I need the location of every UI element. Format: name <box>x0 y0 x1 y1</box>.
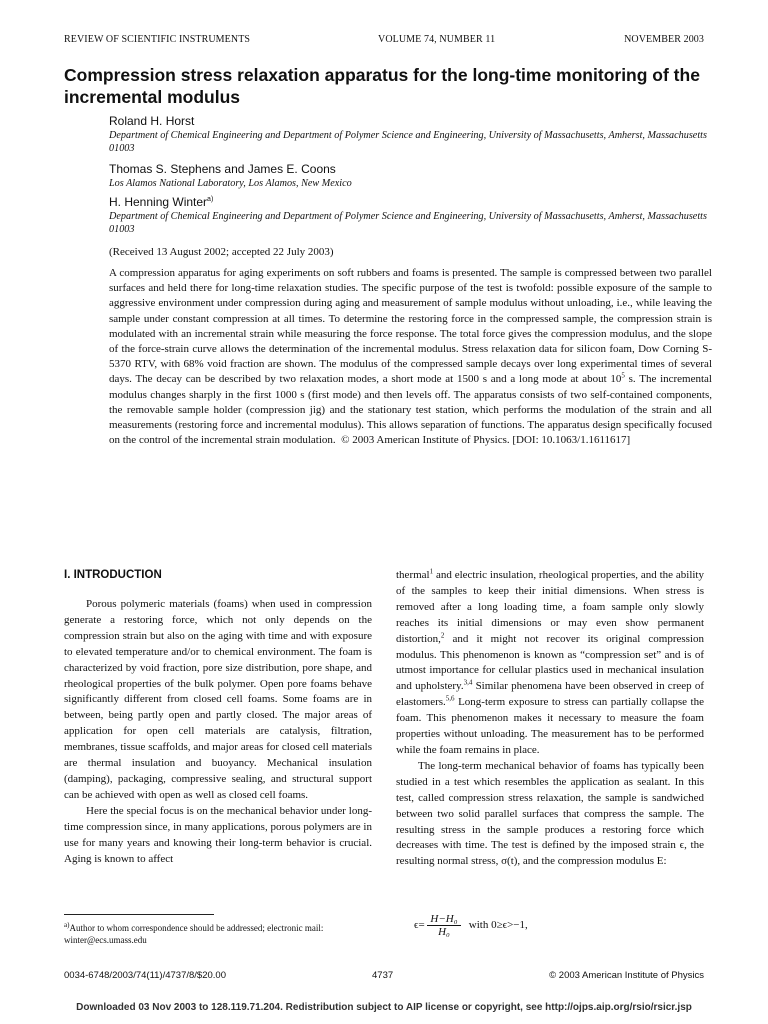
equation-lhs: ϵ= <box>414 919 425 932</box>
article-title: Compression stress relaxation apparatus for the long-time monitoring of the incremental modulus <box>64 65 700 107</box>
author-2-name: Thomas S. Stephens and James E. Coons <box>109 162 336 176</box>
text-run: and it might not recover its original compression modulus. This phenomenon is known as “compression set” and is of utmost importance for cellular plastics used in mechanical insulation and upholstery. <box>396 632 704 693</box>
footnote <box>64 922 372 946</box>
author-1-name: Roland H. Horst <box>109 114 195 128</box>
volume-number: VOLUME 74, NUMBER 11 <box>378 34 496 45</box>
equation-numerator: H−H₀ <box>427 913 460 926</box>
right-column <box>396 568 704 870</box>
reference-marker: 3,4 <box>463 678 473 687</box>
abstract-text-part2: s. The incremental modulus changes sharply in the first 1000 s (first mode) and then levels off. The apparatus consists of two self-contained components, the removable sample holder (compression jig) and the stationary test station, which performs the modulation of the strain and all measurements (restoring force and incremental modulus). This allows separation of functions. The apparatus design specifically focused on the control of the incremental strain modulation. <box>109 373 712 447</box>
abstract <box>109 266 712 448</box>
intro-paragraph-3 <box>396 568 704 759</box>
issue-date: NOVEMBER 2003 <box>624 34 704 45</box>
reference-marker: 2 <box>440 630 445 639</box>
text-run: Long-term exposure to stress can partially collapse the foam. This phenomenon makes it necessary to measure the foam properties without unloading. The measurement has to be performed while the foam remains in place. <box>396 696 704 756</box>
intro-paragraph-4: The long-term mechanical behavior of foams has typically been studied in a test which resembles the application as sealant. In this test, called compression stress relaxation, the sample is sandwiched between two solid parallel surfaces that compress the sample. The resulting stress in the sample produces a restoring force which decreases with time. The test is defined by the imposed strain ϵ, the resulting normal stress, σ(t), and the compression modulus E: <box>396 759 704 868</box>
received-dates: (Received 13 August 2002; accepted 22 July 2003) <box>109 246 334 258</box>
footnote-marker: a) <box>64 921 70 929</box>
left-column <box>64 597 372 867</box>
intro-paragraph-1: Porous polymeric materials (foams) when used in compression generate a restoring force, which not only depends on the compression strain but also on the aging with time and with exposure to elevated temperature and/or to chemical environment. The foam is characterized by void fraction, pore size distribution, pore shape, and rheological properties of the bulk polymer. Open pore foams behave significantly different from closed cell foams. Some foams are in between, being partly open and partly closed. The major areas of application for open cell materials are catalysis, filtration, membranes, tissue scaffolds, and major areas for closed cell materials are thermal insulation and buoyancy. Mechanical insulation (damping), packaging, compressive sealing, and structural support can be achieved with open as well as closed cell foams. <box>64 598 372 801</box>
section-heading: I. INTRODUCTION <box>64 569 162 581</box>
article-code: 0034-6748/2003/74(11)/4737/8/$20.00 <box>64 970 226 981</box>
abstract-text-part1: A compression apparatus for aging experiments on soft rubbers and foams is presented. The sample is compressed between two parallel surfaces and held there for long-time relaxation studies. The specific purpose of the test is twofold: possible exposure of the sample to aggressive environment under compression during aging and measurement of sample modulus without unloading, i.e., while leaving the sample under constant compression at all times. To determine the restoring force in the compressed sample, the compression strain is modulated with an incremental strain while measuring the force response. The total force gives the compression modulus, and the slope of the force-strain curve allows the determination of the incremental modulus. Stress relaxation data for silicon foam, Dow Corning S-5370 RTV, with 68% void fraction are shown. The modulus of the compressed sample decays over long experimental times of several days. The decay can be described by two relaxation modes, a short mode at 1500 s and a long mode at about 10 <box>109 267 712 386</box>
abstract-copyright: © 2003 American Institute of Physics. <box>341 434 510 447</box>
download-notice: Downloaded 03 Nov 2003 to 128.119.71.204. Redistribution subject to AIP license or copyright, see http://ojps.aip.org/rsio/rsicr.jsp <box>76 1002 692 1013</box>
author-2-affiliation: Los Alamos National Laboratory, Los Alamos, New Mexico <box>109 178 352 189</box>
author-1-affiliation: Department of Chemical Engineering and Department of Polymer Science and Engineering, University of Massachusetts, Amherst, Massachusetts 01003 <box>109 130 707 154</box>
reference-marker: 1 <box>429 567 434 576</box>
equation-fraction <box>427 913 460 938</box>
equation-condition: with 0≥ϵ>−1, <box>468 919 528 932</box>
reference-marker: 5,6 <box>445 694 455 703</box>
equation-denominator: H₀ <box>438 926 450 938</box>
journal-name: REVIEW OF SCIENTIFIC INSTRUMENTS <box>64 34 251 45</box>
abstract-doi: [DOI: 10.1063/1.1611617] <box>512 434 631 447</box>
author-3-name: H. Henning Winter <box>109 195 208 209</box>
author-3-line <box>109 195 213 209</box>
abstract-exponent: 5 <box>621 371 625 380</box>
intro-paragraph-2: Here the special focus is on the mechanical behavior under long-time compression since, in many applications, porous polymers are in use for many years and knowing their long-term behavior is crucial. Aging is known to affect <box>64 804 372 865</box>
page-number: 4737 <box>372 970 394 981</box>
text-run: Similar phenomena have been observed in creep of elastomers. <box>396 680 705 709</box>
text-run: thermal <box>396 569 430 581</box>
strain-equation <box>414 913 528 938</box>
footnote-divider <box>64 914 214 915</box>
author-3-footnote-marker: a) <box>207 196 214 203</box>
text-run: and electric insulation, rheological properties, and the ability of the samples to keep their initial dimensions. When stress is removed after a long loading time, a foam sample only slowly reaches its initial dimensions or may even show permanent distortion, <box>396 569 704 645</box>
author-3-affiliation: Department of Chemical Engineering and Department of Polymer Science and Engineering, University of Massachusetts, Amherst, Massachusetts 01003 <box>109 211 707 235</box>
footnote-text: Author to whom correspondence should be addressed; electronic mail: winter@ecs.umass.edu <box>64 923 324 945</box>
footer-copyright: © 2003 American Institute of Physics <box>549 970 704 981</box>
